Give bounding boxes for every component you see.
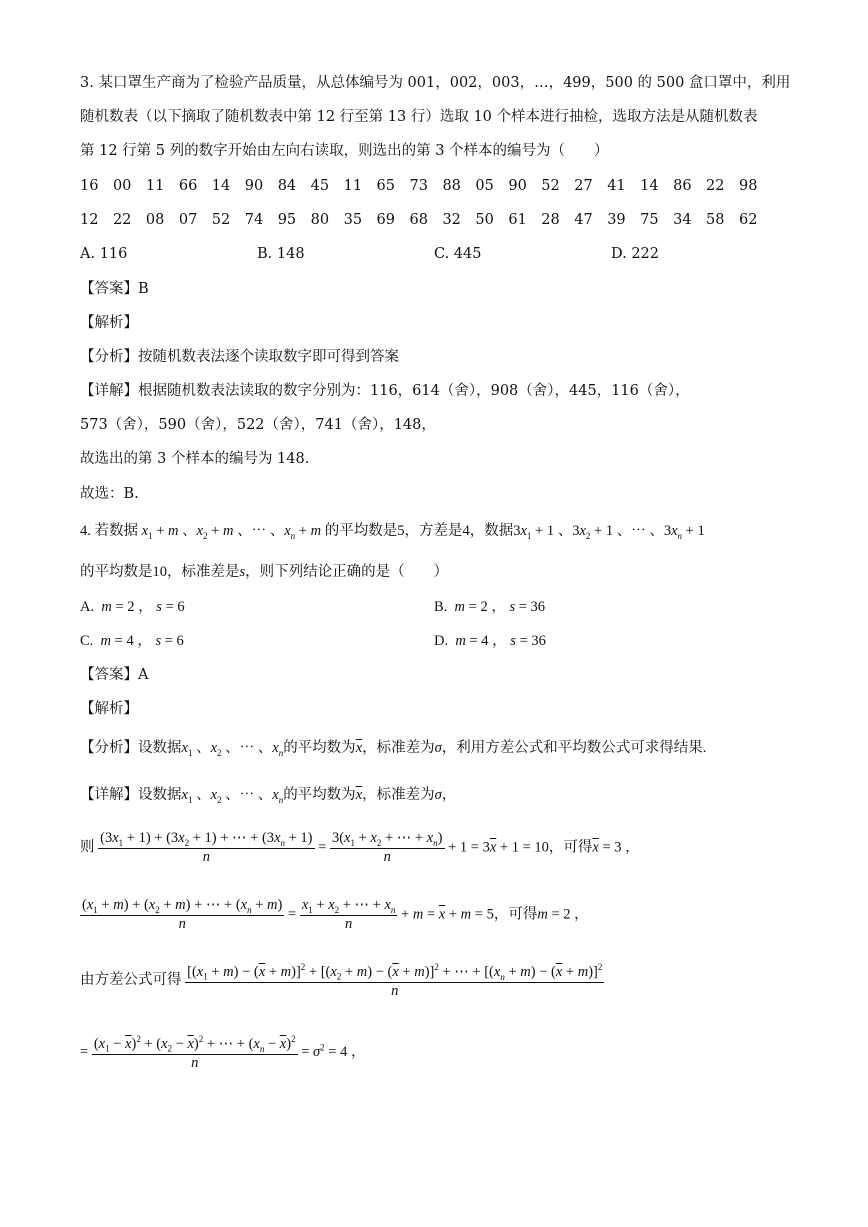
q4-detail-intro: 【详解】设数据$x_1$ 、$x_2$ 、⋯ 、$x_n$的平均数为$\overline{x}$，标准差为σ， [80, 787, 457, 805]
q3-stem-line-3: 第 12 行第 5 列的数字开始由左向右读取，则选出的第 3 个样本的编号为（ ） [80, 143, 609, 159]
q3-option-a: A. 116 [80, 246, 128, 262]
q4-stem-line-2: 的平均数是10，标准差是s，则下列结论正确的是（ ） [80, 564, 449, 580]
q4-stem-mean-text: 的平均数是 [324, 523, 398, 539]
eq1-suffix: ，可得 [548, 839, 593, 856]
q4-stem-line-1: 4. 若数据 $x_1 + m$ 、$x_2 + m$ 、⋯ 、$x_n + m$ 的平均数是5，方差是4，数据$3x_1 + 1$ 、$3x_2 + 1$ 、⋯ 、$3x_n + 1$ [80, 523, 705, 541]
q4-detail-c: ，标准差为 [362, 787, 435, 803]
q4-stem-prefix: 4. 若数据 [80, 523, 138, 539]
q4-option-a-label: A. [80, 599, 95, 615]
q4-option-c: C. m = 4 ， s = 6 [80, 633, 184, 649]
q4-detail-d: ， [441, 787, 457, 803]
q3-choice: 故选：B. [80, 486, 139, 502]
q4-stem-question: ，则下列结论正确的是（ ） [245, 564, 449, 580]
q3-detail-line-3: 故选出的第 3 个样本的编号为 148. [80, 451, 310, 467]
q4-option-d: D. m = 4 ， s = 36 [434, 633, 546, 649]
q3-option-c: C. 445 [434, 246, 482, 262]
q4-analysis-d: ，利用方差公式和平均数公式可求得结果. [441, 740, 707, 756]
q4-analysis-c: ，标准差为 [362, 740, 435, 756]
q4-stem-data2: ，数据 [469, 523, 514, 539]
q3-analysis-heading: 【解析】 [80, 315, 138, 331]
q4-option-d-label: D. [434, 633, 449, 649]
equation-mean-3x: 则 $\frac{(3x_1 + 1) + (3x_2 + 1) + \cdots + (3x_n + 1)}{n}$ = $\frac{3(x_1 + x_2 + \cdots + x_n)}{n}$ + $1 = 3\overline{x} + 1 = 10$，可得$\overline{x} = 3$ ， [80, 830, 640, 865]
eq1-prefix: 则 [80, 839, 95, 856]
q3-detail-line-2: 573（舍），590（舍），522（舍），741（舍），148， [80, 417, 436, 433]
q4-option-c-label: C. [80, 633, 94, 649]
q3-option-d: D. 222 [611, 246, 660, 262]
q4-analysis-a: 【分析】设数据 [80, 740, 182, 756]
eq2-suffix: ，可得 [493, 906, 538, 923]
equation-sigma: = $\frac{(x_1 - \overline{x})^2 + (x_2 - \overline{x})^2 + \cdots + (x_n - \overline{x})^2}{n}$ = $\sigma^2 = 4$ ， [80, 1034, 366, 1071]
q4-option-a: A. m = 2 ， s = 6 [80, 599, 185, 615]
q4-analysis: 【分析】设数据$x_1$ 、$x_2$ 、⋯ 、$x_n$的平均数为$\overline{x}$，标准差为σ，利用方差公式和平均数公式可求得结果. [80, 740, 707, 758]
q4-stem-sd-label: ，标准差是 [167, 564, 240, 580]
equation-variance: 由方差公式可得 $[(x_1 + m) - (\overline{x} + m)]^2 + [(x_2 + m) - (\overline{x} + m)]^2$ + ⋯ + $[(x_n + m) - (\overline{x} + m)]^2$ n [80, 962, 603, 999]
q3-stem-line-1: 3. 某口罩生产商为了检验产品质量，从总体编号为 001，002，003，…，499，500 的 500 盒口罩中，利用 [80, 75, 791, 91]
random-table-row-13: 12 22 08 07 52 74 95 80 35 69 68 32 50 61 28 47 39 75 34 58 62 [80, 212, 758, 228]
q3-answer: 【答案】B [80, 281, 149, 297]
q3-option-b: B. 148 [257, 246, 305, 262]
eq3-prefix: 由方差公式可得 [80, 972, 182, 989]
q4-analysis-heading: 【解析】 [80, 701, 138, 717]
q4-analysis-b: 的平均数为 [283, 740, 356, 756]
q4-answer: 【答案】A [80, 667, 149, 683]
random-table-row-12: 16 00 11 66 14 90 84 45 11 65 73 88 05 90 52 27 41 14 86 22 98 [80, 178, 758, 194]
q4-detail-b: 的平均数为 [283, 787, 356, 803]
q4-stem-var-text: ，方差是 [404, 523, 463, 539]
q4-detail-a: 【详解】设数据 [80, 787, 182, 803]
q3-stem-line-2: 随机数表（以下摘取了随机数表中第 12 行至第 13 行）选取 10 个样本进行抽检，选取方法是从随机数表 [80, 109, 758, 125]
q4-stem-mean-label: 的平均数是 [80, 564, 153, 580]
q4-option-b: B. m = 2 ， s = 36 [434, 599, 546, 615]
q3-analysis: 【分析】按随机数表法逐个读取数字即可得到答案 [80, 349, 399, 365]
equation-mean-m: $\frac{(x_1 + m) + (x_2 + m) + \cdots + (x_n + m)}{n}$ = $\frac{x_1 + x_2 + \cdots + x_n}{n}$ + $m = \overline{x} + m = 5$，可得m = 2 ， [82, 897, 589, 932]
q3-detail-line-1: 【详解】根据随机数表法读取的数字分别为：116，614（舍），908（舍），445，116（舍）， [80, 383, 690, 399]
q4-option-b-label: B. [434, 599, 448, 615]
